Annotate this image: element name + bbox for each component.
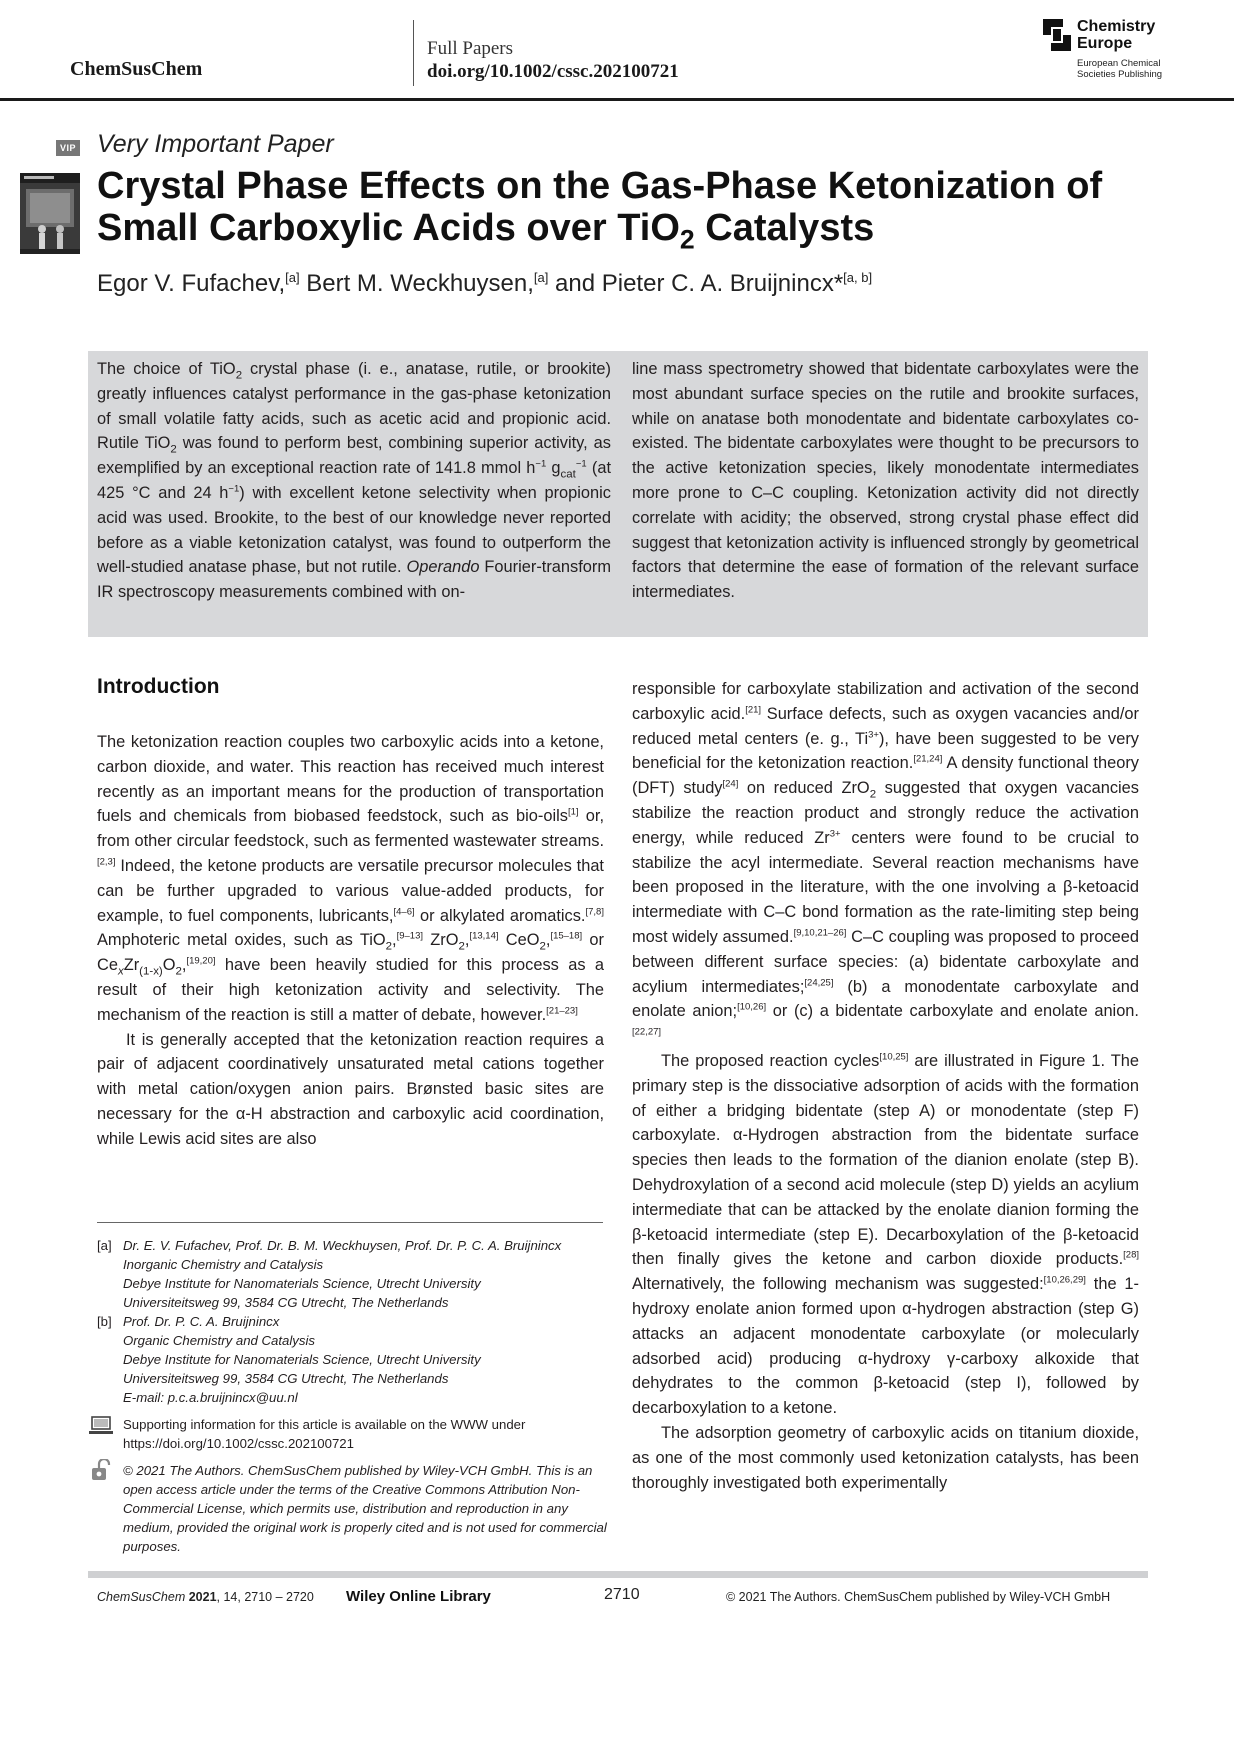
citation[interactable]: [1] — [567, 806, 579, 818]
chemistry-europe-logo[interactable] — [1043, 19, 1241, 79]
author-name[interactable]: and Pieter C. A. Bruijnincx* — [548, 270, 844, 297]
citation[interactable]: [10,26,29] — [1043, 1274, 1086, 1286]
citation[interactable]: [2,3] — [97, 856, 116, 868]
author-list — [97, 270, 872, 298]
footnote-rule — [97, 1222, 603, 1223]
footer-citation: ChemSusChem 2021, 14, 2710 – 2720 — [97, 1590, 314, 1604]
citation[interactable]: [28] — [1123, 1249, 1139, 1261]
article-title: Crystal Phase Effects on the Gas-Phase Ketonization of Small Carboxylic Acids over TiO$_2$ Catalysts — [97, 165, 1103, 255]
paragraph: The ketonization reaction couples two carboxylic acids into a ketone, carbon dioxide, and water. This reaction has received much interest recently as an important means for the production of transportation fuels and chemicals from biobased feedstock, such as bio-oils[1] or, from other circular feedstock, such as fermented wastewater streams.[2,3] Indeed, the ketone products are versatile precursor molecules that can be further upgraded to various value-added products, for example, to fuel components, lubricants,[4–6] or alkylated aromatics.[7,8] Amphoteric metal oxides, such as TiO$_2$,[9–13] ZrO$_2$,[13,14] CeO$_2$,[15–18] or $Ce_xZr_{(1-x)}O_2,[19,20]$ have been heavily studied for this process as a result of their high ketonization activity and selectivity. The mechanism of the reaction is still a matter of debate, however.[21–23] — [97, 733, 604, 1024]
paragraph: It is generally accepted that the ketonization reaction requires a pair of adjacent coordinatively unsaturated metal cations together with metal cation/oxygen anion pairs. Brønsted basic sites are necessary for the α-H abstraction and carboxylic acid coordination, while Lewis acid sites are also — [97, 1030, 604, 1148]
citation[interactable]: [24] — [722, 778, 739, 790]
abstract-right-column: line mass spectrometry showed that bidentate carboxylates were the most abundant surface species on the rutile and brookite surfaces, while on anatase both monodentate and bidentate carboxylates co-existed. The bidentate carboxylates were thought to be precursors to the active ketonization species, likely monodentate intermediates more prone to C–C coupling. Ketonization activity did not directly correlate with acidity; the observed, strong crystal phase effect did suggest that ketonization activity is influenced strongly by geometrical factors that determine the ease of formation of the relevant surface intermediates. — [632, 360, 1139, 602]
email-link[interactable]: E-mail: p.c.a.bruijnincx@uu.nl — [123, 1390, 298, 1405]
author-affiliation: [a] — [285, 270, 300, 285]
section-heading-introduction: Introduction — [97, 675, 220, 698]
paragraph: The proposed reaction cycles[10,25] are illustrated in Figure 1. The primary step is the dissociative adsorption of acids with the formation of either a bridging bidentate (step A) or monodentate (step F) carboxylate. α-Hydrogen abstraction from the bidentate surface species then leads to the formation of the dianion enolate (step B). Dehydroxylation of a second acid molecule (step D) yields an acylium intermediate that can be attacked by the enolate dianion forming the β-ketoacid intermediate (step E). Decarboxylation of the β-ketoacid then finally gives the ketone and carbon dioxide products.[28] Alternatively, the following mechanism was suggested:[10,26,29] the 1-hydroxy enolate anion formed upon α-hydrogen abstraction (step G) attacks an adjacent monodentate carboxylate (or molecularly adsorbed acid) producing α-hydroxy γ-carboxy alkoxide that dehydrates to the common β-ketoacid (step I), followed by decarboxylation to a ketone. — [632, 1051, 1139, 1418]
citation[interactable]: [19,20] — [186, 955, 216, 967]
wiley-online-library-link[interactable]: Wiley Online Library — [346, 1588, 491, 1605]
header-divider — [413, 20, 414, 86]
footer-rule — [88, 1571, 1148, 1578]
footnotes — [97, 1236, 607, 1556]
doi-link[interactable]: doi.org/10.1002/cssc.202100721 — [427, 61, 679, 82]
citation[interactable]: [24,25] — [804, 977, 834, 989]
citation[interactable]: [21,24] — [913, 753, 943, 765]
supporting-information-note — [97, 1415, 607, 1453]
citation[interactable]: [4–6] — [393, 906, 415, 918]
page-number: 2710 — [604, 1586, 640, 1603]
citation[interactable]: [10,25] — [879, 1051, 909, 1063]
citation[interactable]: [13,14] — [469, 930, 499, 942]
citation[interactable]: [15–18] — [550, 930, 583, 942]
open-access-lock-icon — [89, 1459, 111, 1481]
intro-right-column — [632, 677, 1139, 1495]
article-category: Very Important Paper — [97, 130, 334, 158]
license-note: © 2021 The Authors. ChemSusChem published by Wiley-VCH GmbH. This is an open access article under the terms of the Creative Commons Attribution Non-Commercial License, which permits use, distribution and reproduction in any medium, provided the original work is properly cited and is not used for commercial purposes. — [97, 1461, 607, 1556]
citation[interactable]: [22,27] — [632, 1026, 662, 1038]
author-name[interactable]: Bert M. Weckhuysen, — [299, 270, 534, 297]
citation[interactable]: [9–13] — [396, 930, 424, 942]
journal-cover-thumbnail[interactable] — [20, 173, 80, 254]
section-type: Full Papers — [427, 38, 514, 59]
footer-copyright: © 2021 The Authors. ChemSusChem published by Wiley-VCH GmbH — [726, 1590, 1111, 1604]
intro-left-column — [97, 730, 604, 1152]
citation[interactable]: [21–23] — [546, 1005, 578, 1017]
paragraph: The adsorption geometry of carboxylic acids on titanium dioxide, as one of the most commonly used ketonization catalysts, has been thoroughly investigated both experimentally — [632, 1423, 1139, 1492]
author-name[interactable]: Egor V. Fufachev, — [97, 270, 286, 297]
publisher-subtitle: European Chemical Societies Publishing — [1077, 58, 1163, 80]
citation[interactable]: [9,10,21–26] — [793, 927, 847, 939]
vip-badge: VIP — [56, 140, 80, 156]
header-rule — [0, 98, 1234, 101]
author-affiliation: [a] — [533, 270, 549, 285]
paragraph: responsible for carboxylate stabilization and activation of the second carboxylic acid.[21] Surface defects, such as oxygen vacancies and/or reduced metal centers (e. g., $Ti^{3+}$), have been suggested to be very beneficial for the ketonization reaction.[21,24] A density functional theory (DFT) study[24] on reduced ZrO$_2$ suggested that oxygen vacancies stabilize the reaction product and strongly reduce the activation energy, while reduced $Zr^{3+}$ centers were found to be crucial to stabilize the acyl intermediate. Several reaction mechanisms have been proposed in the literature, with the one involving a β-ketoacid intermediate with C–C bond formation as the rate-limiting step being most widely assumed.[9,10,21–26] C–C coupling was proposed to proceed between different surface species: (a) bidentate carboxylate and acylium intermediates;[24,25] (b) a monodentate carboxylate and enolate anion;[10,26] or (c) a bidentate carboxylate and enolate anion.[22,27] — [632, 680, 1139, 1038]
chemistry-europe-mark-icon — [1043, 19, 1071, 51]
citation[interactable]: [21] — [745, 704, 762, 716]
computer-icon — [89, 1416, 113, 1436]
affiliation-b: [b] Prof. Dr. P. C. A. Bruijnincx Organic Chemistry and Catalysis Debye Institute for Nanomaterials Science, Utrecht University Universiteitsweg 99, 3584 CG Utrecht, The Netherlands E-mail: p.c.a.bruijnincx@uu.nl — [97, 1312, 607, 1407]
journal-name: ChemSusChem — [70, 58, 203, 80]
supporting-information-text[interactable]: Supporting information for this article is available on the WWW under https://doi.org/10.1002/cssc.202100721 — [123, 1417, 526, 1451]
publisher-name: Chemistry Europe — [1077, 18, 1156, 52]
citation[interactable]: [10,26] — [737, 1001, 767, 1013]
abstract-left-column: The choice of TiO$_2$ crystal phase (i. e., anatase, rutile, or brookite) greatly influences catalyst performance in the gas-phase ketonization of small volatile fatty acids, such as acetic acid and propionic acid. Rutile TiO$_2$ was found to perform best, combining superior activity, as exemplified by an exceptional reaction rate of 141.8 mmol $h^{-1}$ $g_{cat}^{-1}$ (at 425 °C and 24 $h^{-1}$) with excellent ketone selectivity when propionic acid was used. Brookite, to the best of our knowledge never reported before as a viable ketonization catalyst, was found to outperform the well-studied anatase phase, but not rutile. Operando Fourier-transform IR spectroscopy measurements combined with on- — [97, 360, 611, 602]
citation[interactable]: [7,8] — [585, 906, 604, 918]
affiliation-a: [a] Dr. E. V. Fufachev, Prof. Dr. B. M. Weckhuysen, Prof. Dr. P. C. A. Bruijnincx Inorganic Chemistry and Catalysis Debye Institute for Nanomaterials Science, Utrecht University Universiteitsweg 99, 3584 CG Utrecht, The Netherlands — [97, 1238, 562, 1310]
author-affiliation: [a, b] — [843, 270, 873, 285]
